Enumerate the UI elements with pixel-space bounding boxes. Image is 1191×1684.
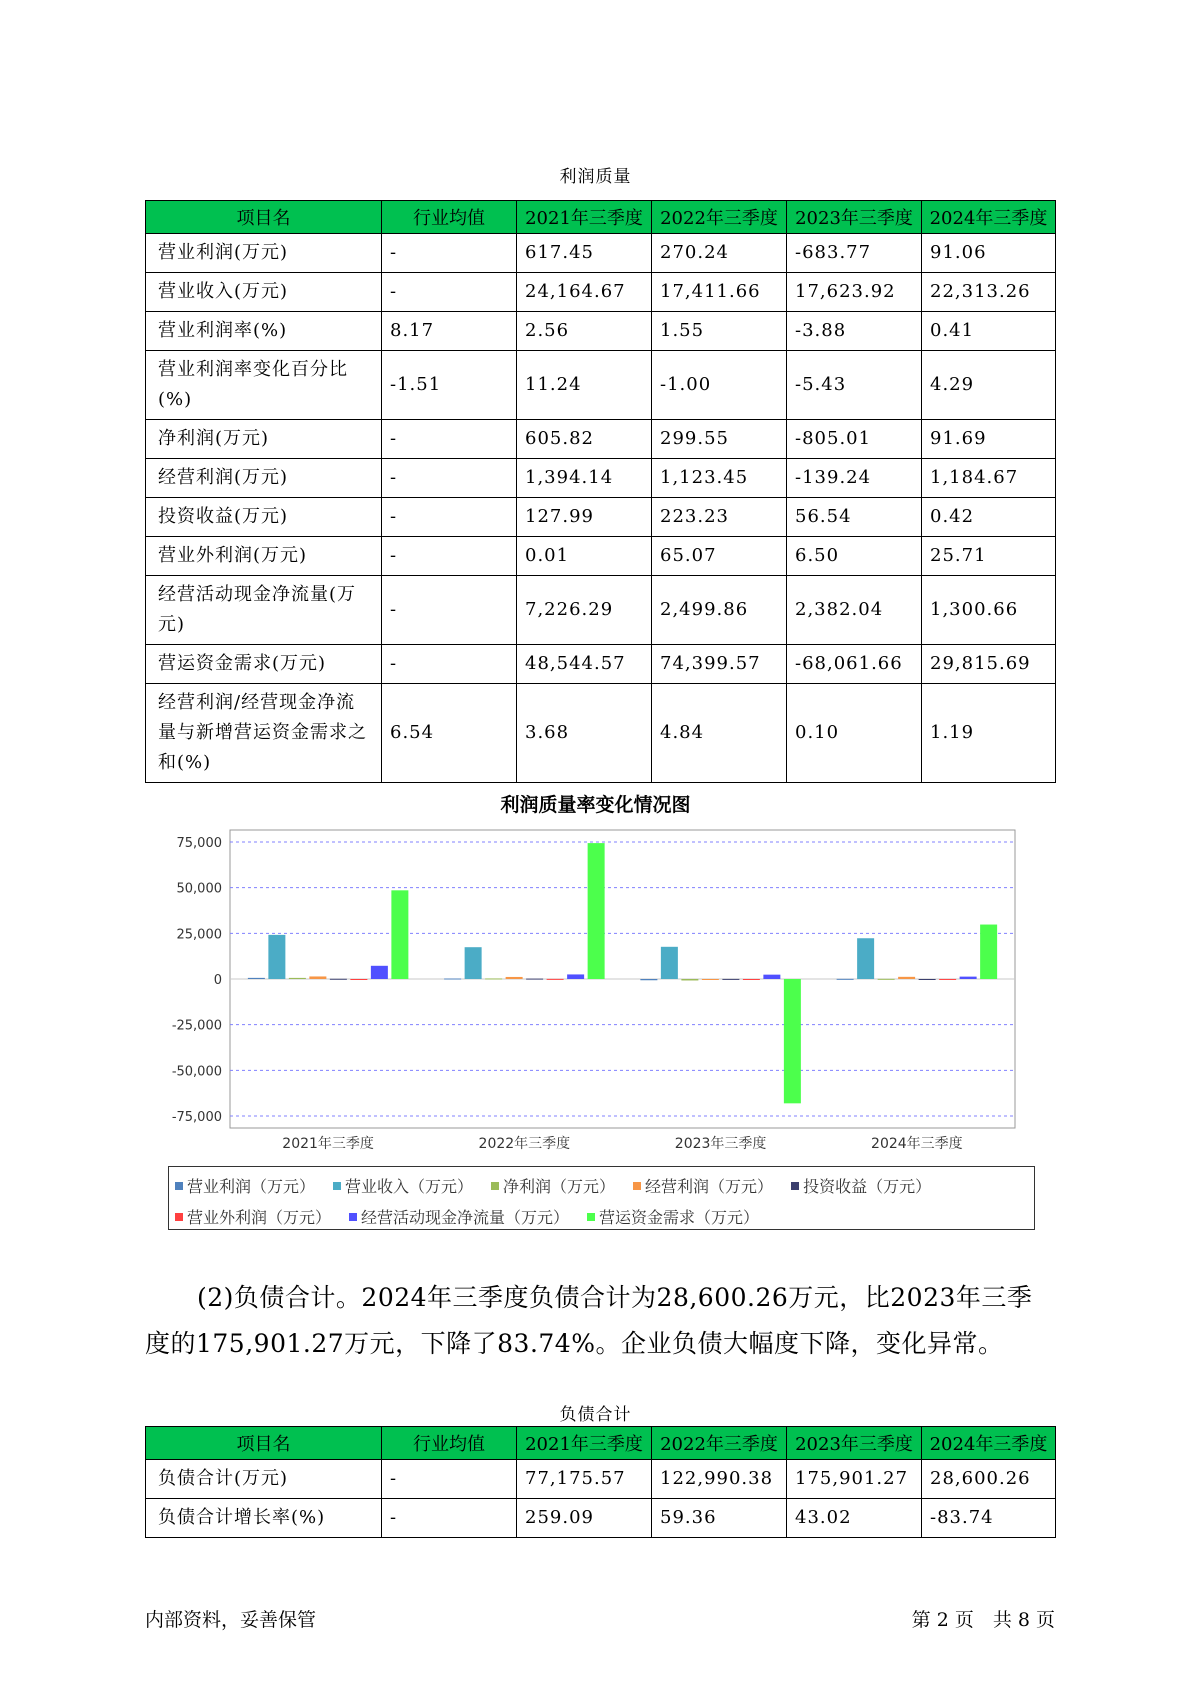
profit-table-cell: -139.24	[787, 459, 922, 498]
profit-table-cell: 2,499.86	[652, 576, 787, 645]
profit-table-cell: 17,411.66	[652, 273, 787, 312]
bar	[702, 979, 719, 980]
y-tick-label: 50,000	[176, 881, 222, 897]
profit-table-cell: -68,061.66	[787, 645, 922, 684]
profit-table-cell: 3.68	[517, 684, 652, 783]
profit-table-cell: 1.55	[652, 312, 787, 351]
legend-label: 营业外利润（万元）	[187, 1208, 332, 1227]
debt-table-header-cell: 2022年三季度	[652, 1427, 787, 1460]
x-tick-label: 2023年三季度	[674, 1136, 767, 1152]
profit-table-cell: 1,123.45	[652, 459, 787, 498]
profit-table-cell: -3.88	[787, 312, 922, 351]
debt-table-header-cell: 2021年三季度	[517, 1427, 652, 1460]
legend-swatch	[791, 1182, 799, 1190]
legend-label: 投资收益（万元）	[803, 1177, 932, 1196]
legend-swatch	[333, 1182, 341, 1190]
y-tick-label: 0	[213, 973, 222, 988]
legend-label: 经营活动现金净流量（万元）	[361, 1208, 570, 1227]
bar	[371, 966, 388, 979]
debt-total-table	[145, 1426, 1056, 1538]
y-tick-label: -25,000	[171, 1018, 222, 1034]
debt-table-header-row	[146, 1427, 1056, 1460]
profit-table-cell: 17,623.92	[787, 273, 922, 312]
footer-confidential-note: 内部资料，妥善保管	[145, 1609, 317, 1631]
bar	[640, 979, 657, 980]
profit-table-cell: 605.82	[517, 420, 652, 459]
profit-table-row-label: 营业收入(万元)	[146, 273, 382, 312]
profit-table-header-cell: 2021年三季度	[517, 201, 652, 234]
profit-table-cell: 0.01	[517, 537, 652, 576]
profit-table-header-cell: 2022年三季度	[652, 201, 787, 234]
profit-table-cell: -683.77	[787, 234, 922, 273]
profit-table-cell: -5.43	[787, 351, 922, 420]
profit-table-cell: 270.24	[652, 234, 787, 273]
legend-item	[587, 1205, 759, 1228]
debt-paragraph: (2)负债合计。2024年三季度负债合计为28,600.26万元，比2023年三季度的175,901.27万元，下降了83.74%。企业负债大幅度下降，变化异常。	[145, 1283, 1033, 1358]
y-tick-label: 25,000	[176, 927, 222, 943]
profit-table-row-label: 经营活动现金净流量(万元)	[146, 576, 382, 645]
bar	[980, 925, 997, 979]
profit-table-header-cell: 项目名	[146, 201, 382, 234]
legend-item	[333, 1174, 473, 1197]
profit-table-cell: 4.84	[652, 684, 787, 783]
bar	[960, 977, 977, 979]
profit-table-row-label: 营业利润率(%)	[146, 312, 382, 351]
debt-table-cell: 77,175.57	[517, 1460, 652, 1499]
debt-table-caption: 负债合计	[559, 1405, 632, 1425]
legend-swatch	[633, 1182, 641, 1190]
bar	[857, 938, 874, 979]
profit-table-header-cell: 行业均值	[382, 201, 517, 234]
profit-table-cell: 1,394.14	[517, 459, 652, 498]
legend-label: 营运资金需求（万元）	[599, 1208, 760, 1227]
bar	[919, 979, 936, 980]
debt-table-row	[146, 1460, 1056, 1499]
legend-label: 营业收入（万元）	[345, 1177, 474, 1196]
profit-table-cell: 6.54	[382, 684, 517, 783]
profit-table-cell: 1.19	[922, 684, 1056, 783]
profit-table-cell: 0.42	[922, 498, 1056, 537]
legend-item	[349, 1205, 569, 1228]
legend-item	[633, 1174, 773, 1197]
bar	[898, 977, 915, 979]
bar	[878, 979, 895, 980]
y-tick-label: -50,000	[171, 1064, 222, 1080]
profit-table-cell: -	[382, 459, 517, 498]
bar	[837, 979, 854, 980]
profit-table-cell: 91.06	[922, 234, 1056, 273]
bar	[939, 979, 956, 980]
debt-table-header-cell: 项目名	[146, 1427, 382, 1460]
bar	[567, 974, 584, 979]
footer-page-number: 第 2 页 共 8 页	[911, 1609, 1055, 1631]
debt-table-row	[146, 1499, 1056, 1538]
bar	[763, 975, 780, 979]
debt-table-cell: 43.02	[787, 1499, 922, 1538]
x-tick-label: 2022年三季度	[478, 1136, 571, 1152]
profit-table-cell: -805.01	[787, 420, 922, 459]
legend-label: 经营利润（万元）	[645, 1177, 774, 1196]
profit-table-row-label: 营运资金需求(万元)	[146, 645, 382, 684]
profit-table-header-cell: 2024年三季度	[922, 201, 1056, 234]
profit-table-cell: 299.55	[652, 420, 787, 459]
debt-table-row-label: 负债合计增长率(%)	[146, 1499, 382, 1538]
legend-label: 净利润（万元）	[503, 1177, 616, 1196]
legend-swatch	[175, 1182, 183, 1190]
profit-table-cell: 91.69	[922, 420, 1056, 459]
x-tick-label: 2024年三季度	[871, 1136, 963, 1152]
bar	[485, 978, 502, 979]
profit-table-row-label: 营业外利润(万元)	[146, 537, 382, 576]
chart-legend	[168, 1166, 1035, 1230]
debt-table-cell: 59.36	[652, 1499, 787, 1538]
debt-table-cell: 122,990.38	[652, 1460, 787, 1499]
profit-table-row-label: 经营利润(万元)	[146, 459, 382, 498]
y-tick-label: 75,000	[176, 836, 222, 851]
profit-table-cell: 1,300.66	[922, 576, 1056, 645]
bar	[681, 979, 698, 980]
bar	[588, 843, 605, 979]
profit-table-caption: 利润质量	[559, 167, 632, 187]
debt-table-cell: 28,600.26	[922, 1460, 1056, 1499]
profit-table-row-label: 净利润(万元)	[146, 420, 382, 459]
bar	[465, 947, 482, 979]
profit-table-cell: 22,313.26	[922, 273, 1056, 312]
bar	[330, 979, 347, 980]
y-tick-label: -75,000	[171, 1110, 222, 1125]
debt-table-cell: -	[382, 1499, 517, 1538]
debt-table-cell: -	[382, 1460, 517, 1499]
bar	[248, 978, 265, 979]
bar	[444, 979, 461, 980]
profit-table-cell: 56.54	[787, 498, 922, 537]
bar	[743, 979, 760, 980]
legend-item	[175, 1174, 315, 1197]
profit-table-row-label: 营业利润(万元)	[146, 234, 382, 273]
profit-table-cell: 0.10	[787, 684, 922, 783]
debt-table-cell: 175,901.27	[787, 1460, 922, 1499]
profit-table-row-label: 投资收益(万元)	[146, 498, 382, 537]
profit-table-cell: 1,184.67	[922, 459, 1056, 498]
profit-table-cell: 2.56	[517, 312, 652, 351]
profit-table-cell: -	[382, 273, 517, 312]
profit-table-cell: 11.24	[517, 351, 652, 420]
profit-table-cell: -1.00	[652, 351, 787, 420]
bar	[350, 979, 367, 980]
profit-table-cell: 617.45	[517, 234, 652, 273]
bar	[391, 890, 408, 979]
bar	[526, 979, 543, 980]
profit-table-cell: 65.07	[652, 537, 787, 576]
profit-table-cell: -	[382, 234, 517, 273]
bar	[289, 978, 306, 979]
profit-table-cell: 6.50	[787, 537, 922, 576]
legend-item	[791, 1174, 931, 1197]
profit-table-cell: 2,382.04	[787, 576, 922, 645]
profit-table-cell: -	[382, 498, 517, 537]
profit-table-cell: -1.51	[382, 351, 517, 420]
profit-table-cell: -	[382, 537, 517, 576]
chart-title: 利润质量率变化情况图	[500, 794, 691, 816]
profit-table-row-label: 经营利润/经营现金净流量与新增营运资金需求之和(%)	[146, 684, 382, 783]
profit-table-cell: 74,399.57	[652, 645, 787, 684]
bar	[722, 979, 739, 980]
debt-table-cell: -83.74	[922, 1499, 1056, 1538]
bar	[309, 976, 326, 979]
bar	[506, 977, 523, 979]
bar	[784, 979, 801, 1103]
profit-table-cell: 8.17	[382, 312, 517, 351]
profit-table-cell: -	[382, 420, 517, 459]
legend-swatch	[175, 1213, 183, 1221]
legend-swatch	[349, 1213, 357, 1221]
profit-table-cell: 4.29	[922, 351, 1056, 420]
debt-table-row-label: 负债合计(万元)	[146, 1460, 382, 1499]
profit-table-cell: 25.71	[922, 537, 1056, 576]
profit-table-cell: -	[382, 645, 517, 684]
debt-table-cell: 259.09	[517, 1499, 652, 1538]
debt-table-header-cell: 行业均值	[382, 1427, 517, 1460]
debt-table-header-cell: 2023年三季度	[787, 1427, 922, 1460]
legend-swatch	[491, 1182, 499, 1190]
legend-swatch	[587, 1213, 595, 1221]
profit-table-cell: 127.99	[517, 498, 652, 537]
legend-label: 营业利润（万元）	[187, 1177, 316, 1196]
profit-table-header-cell: 2023年三季度	[787, 201, 922, 234]
profit-table-row-label: 营业利润率变化百分比(%)	[146, 351, 382, 420]
profit-table-cell: 24,164.67	[517, 273, 652, 312]
profit-table-cell: 48,544.57	[517, 645, 652, 684]
profit-table-cell: 0.41	[922, 312, 1056, 351]
bar	[547, 979, 564, 980]
profit-table-cell: 223.23	[652, 498, 787, 537]
profit-table-cell: -	[382, 576, 517, 645]
profit-table-cell: 7,226.29	[517, 576, 652, 645]
legend-item	[491, 1174, 615, 1197]
bar	[268, 935, 285, 979]
legend-item	[175, 1205, 331, 1228]
profit-table-cell: 29,815.69	[922, 645, 1056, 684]
x-tick-label: 2021年三季度	[282, 1136, 374, 1152]
bar	[661, 947, 678, 979]
debt-table-header-cell: 2024年三季度	[922, 1427, 1056, 1460]
